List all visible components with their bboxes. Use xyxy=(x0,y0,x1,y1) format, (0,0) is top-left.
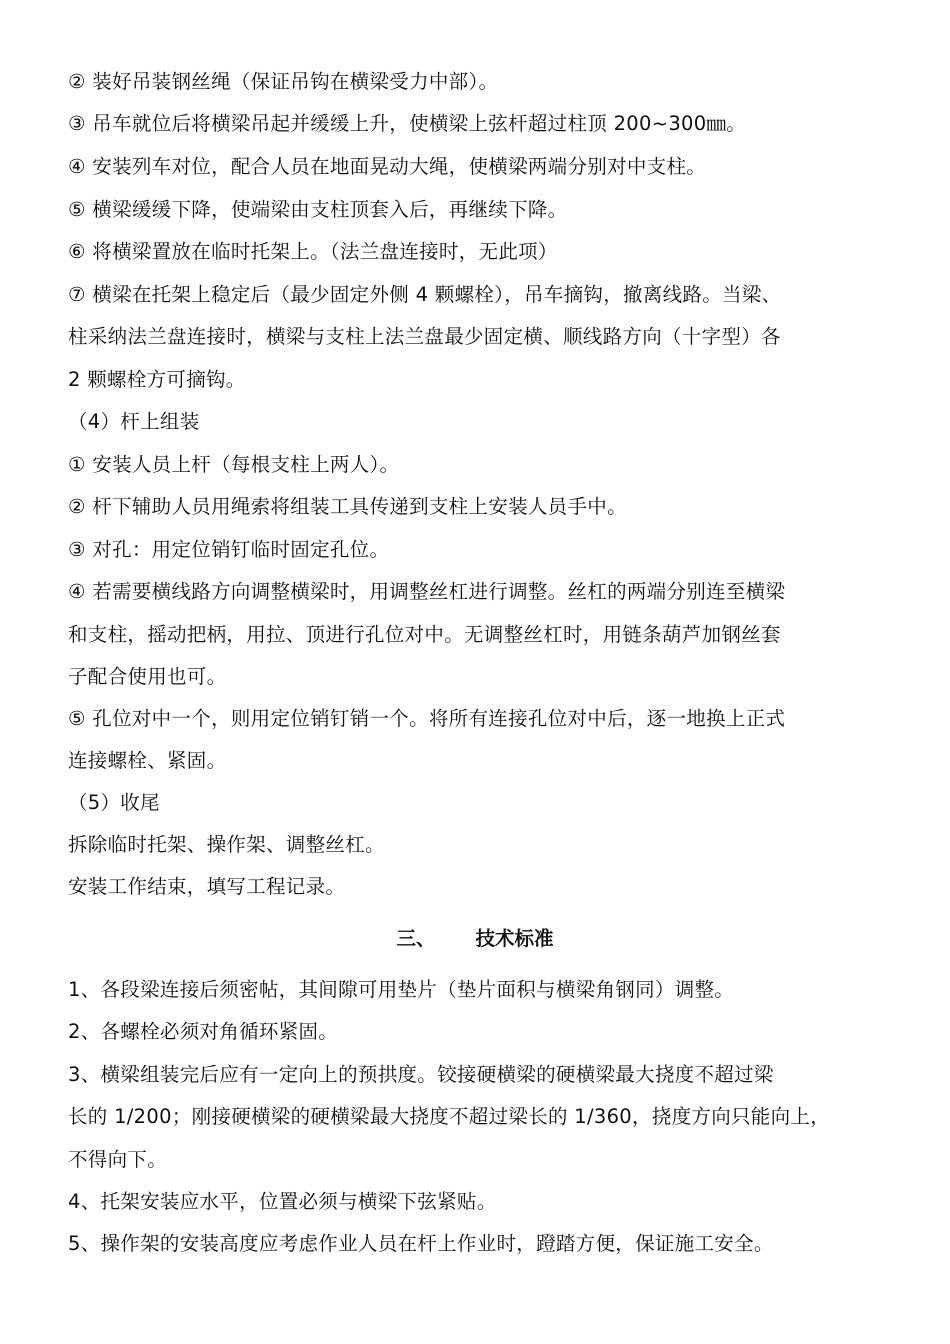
text-line: ② 装好吊装钢丝绳（保证吊钩在横梁受力中部）。 xyxy=(68,70,499,93)
text-line: ④ 若需要横线路方向调整横梁时，用调整丝杠进行调整。丝杠的两端分别连至横梁 xyxy=(68,580,786,603)
text-line: ⑤ 孔位对中一个，则用定位销钉销一个。将所有连接孔位对中后，逐一地换上正式 xyxy=(68,707,786,730)
text-line: 拆除临时托架、操作架、调整丝杠。 xyxy=(68,833,385,856)
section-title: 技术标准 xyxy=(475,927,554,950)
text-line: 安装工作结束，填写工程记录。 xyxy=(68,875,346,898)
section-heading xyxy=(0,927,950,951)
text-line: 柱采纳法兰盘连接时，横梁与支柱上法兰盘最少固定横、顺线路方向（十字型）各 xyxy=(68,325,781,348)
section-number: 三、 xyxy=(396,927,436,950)
section-subheading: （4）杆上组装 xyxy=(68,410,200,433)
text-line: 和支柱，摇动把柄，用拉、顶进行孔位对中。无调整丝杠时，用链条葫芦加钢丝套 xyxy=(68,623,781,646)
text-line: 5、操作架的安装高度应考虑作业人员在杆上作业时，蹬踏方便，保证施工安全。 xyxy=(68,1232,774,1255)
text-line: 长的 1/200；刚接硬横梁的硬横梁最大挠度不超过梁长的 1/360，挠度方向只能向上， xyxy=(68,1105,830,1128)
text-line: 2 颗螺栓方可摘钩。 xyxy=(68,368,246,391)
text-line: ④ 安装列车对位，配合人员在地面晃动大绳，使横梁两端分别对中支柱。 xyxy=(68,155,707,178)
text-line: 2、各螺栓必须对角循环紧固。 xyxy=(68,1020,339,1043)
text-line: ① 安装人员上杆（每根支柱上两人）。 xyxy=(68,453,400,476)
text-line: ③ 对孔：用定位销钉临时固定孔位。 xyxy=(68,538,390,561)
text-line: 3、横梁组装完后应有一定向上的预拱度。铰接硬横梁的硬横梁最大挠度不超过梁 xyxy=(68,1063,774,1086)
text-line: ⑤ 横梁缓缓下降，使端梁由支柱顶套入后，再继续下降。 xyxy=(68,198,568,221)
text-line: 子配合使用也可。 xyxy=(68,665,227,688)
section-subheading: （5）收尾 xyxy=(68,791,160,814)
text-line: ⑦ 横梁在托架上稳定后（最少固定外侧 4 颗螺栓），吊车摘钩，撤离线路。当梁、 xyxy=(68,283,782,306)
text-line: 不得向下。 xyxy=(68,1148,168,1171)
text-line: ③ 吊车就位后将横梁吊起并缓缓上升，使横梁上弦杆超过柱顶 200~300㎜。 xyxy=(68,112,747,135)
text-line: 4、托架安装应水平，位置必须与横梁下弦紧贴。 xyxy=(68,1190,497,1213)
text-line: ⑥ 将横梁置放在临时托架上。（法兰盘连接时，无此项） xyxy=(68,240,558,263)
text-line: 1、各段梁连接后须密帖，其间隙可用垫片（垫片面积与横梁角钢同）调整。 xyxy=(68,978,735,1001)
text-line: ② 杆下辅助人员用绳索将组装工具传递到支柱上安装人员手中。 xyxy=(68,495,627,518)
text-line: 连接螺栓、紧固。 xyxy=(68,749,227,772)
